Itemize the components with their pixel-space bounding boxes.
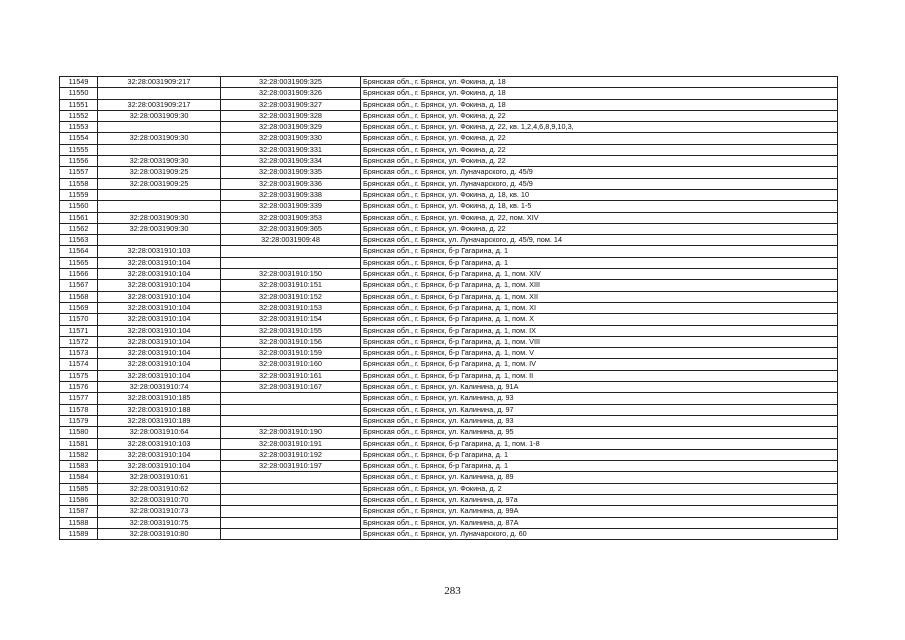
parcel-number-cell: 32:28:0031910:104 <box>98 302 221 313</box>
table-row <box>60 472 838 483</box>
table-row <box>60 110 838 121</box>
row-number-cell: 11561 <box>60 212 98 223</box>
object-number-cell <box>221 393 361 404</box>
row-number-cell: 11574 <box>60 359 98 370</box>
object-number-cell: 32:28:0031909:325 <box>221 77 361 88</box>
table-row <box>60 144 838 155</box>
object-number-cell <box>221 517 361 528</box>
parcel-number-cell <box>98 235 221 246</box>
address-cell: Брянская обл., г. Брянск, б-р Гагарина, д. 1, пом. XIV <box>361 269 838 280</box>
object-number-cell: 32:28:0031909:339 <box>221 201 361 212</box>
address-cell: Брянская обл., г. Брянск, ул. Фокина, д. 18, кв. 1-5 <box>361 201 838 212</box>
row-number-cell: 11556 <box>60 156 98 167</box>
object-number-cell <box>221 472 361 483</box>
row-number-cell: 11578 <box>60 404 98 415</box>
parcel-number-cell: 32:28:0031909:25 <box>98 167 221 178</box>
table-row <box>60 99 838 110</box>
row-number-cell: 11549 <box>60 77 98 88</box>
table-row <box>60 280 838 291</box>
row-number-cell: 11584 <box>60 472 98 483</box>
parcel-number-cell: 32:28:0031910:74 <box>98 382 221 393</box>
address-cell: Брянская обл., г. Брянск, ул. Фокина, д. 22, пом. XIV <box>361 212 838 223</box>
parcel-number-cell: 32:28:0031909:30 <box>98 223 221 234</box>
table-row <box>60 404 838 415</box>
address-cell: Брянская обл., г. Брянск, б-р Гагарина, д. 1 <box>361 449 838 460</box>
object-number-cell: 32:28:0031909:365 <box>221 223 361 234</box>
table-row <box>60 235 838 246</box>
parcel-number-cell: 32:28:0031910:104 <box>98 359 221 370</box>
parcel-number-cell: 32:28:0031910:104 <box>98 325 221 336</box>
parcel-number-cell: 32:28:0031910:104 <box>98 370 221 381</box>
object-number-cell: 32:28:0031910:152 <box>221 291 361 302</box>
table-row <box>60 156 838 167</box>
object-number-cell <box>221 415 361 426</box>
table-row <box>60 506 838 517</box>
parcel-number-cell: 32:28:0031910:62 <box>98 483 221 494</box>
parcel-number-cell: 32:28:0031910:185 <box>98 393 221 404</box>
address-cell: Брянская обл., г. Брянск, ул. Калинина, д. 87А <box>361 517 838 528</box>
parcel-number-cell: 32:28:0031910:104 <box>98 314 221 325</box>
table-row <box>60 461 838 472</box>
parcel-number-cell <box>98 189 221 200</box>
parcel-number-cell <box>98 201 221 212</box>
row-number-cell: 11587 <box>60 506 98 517</box>
table-row <box>60 201 838 212</box>
parcel-number-cell: 32:28:0031910:104 <box>98 348 221 359</box>
parcel-number-cell: 32:28:0031910:104 <box>98 291 221 302</box>
row-number-cell: 11581 <box>60 438 98 449</box>
table-row <box>60 415 838 426</box>
address-cell: Брянская обл., г. Брянск, ул. Фокина, д. 18 <box>361 77 838 88</box>
row-number-cell: 11562 <box>60 223 98 234</box>
table-body <box>60 77 838 540</box>
object-number-cell: 32:28:0031910:191 <box>221 438 361 449</box>
table-row <box>60 393 838 404</box>
address-cell: Брянская обл., г. Брянск, б-р Гагарина, д. 1, пом. 1-8 <box>361 438 838 449</box>
parcel-number-cell: 32:28:0031909:217 <box>98 99 221 110</box>
table-row <box>60 189 838 200</box>
row-number-cell: 11559 <box>60 189 98 200</box>
table-row <box>60 133 838 144</box>
object-number-cell <box>221 483 361 494</box>
row-number-cell: 11551 <box>60 99 98 110</box>
table-row <box>60 212 838 223</box>
address-cell: Брянская обл., г. Брянск, ул. Калинина, д. 91А <box>361 382 838 393</box>
object-number-cell: 32:28:0031910:159 <box>221 348 361 359</box>
row-number-cell: 11575 <box>60 370 98 381</box>
address-cell: Брянская обл., г. Брянск, ул. Фокина, д. 18 <box>361 99 838 110</box>
row-number-cell: 11567 <box>60 280 98 291</box>
parcel-number-cell: 32:28:0031910:75 <box>98 517 221 528</box>
row-number-cell: 11586 <box>60 494 98 505</box>
table-row <box>60 257 838 268</box>
object-number-cell: 32:28:0031909:338 <box>221 189 361 200</box>
address-cell: Брянская обл., г. Брянск, б-р Гагарина, д. 1, пом. II <box>361 370 838 381</box>
parcel-number-cell: 32:28:0031910:70 <box>98 494 221 505</box>
parcel-number-cell: 32:28:0031910:103 <box>98 438 221 449</box>
row-number-cell: 11555 <box>60 144 98 155</box>
parcel-number-cell: 32:28:0031910:189 <box>98 415 221 426</box>
table-row <box>60 291 838 302</box>
row-number-cell: 11563 <box>60 235 98 246</box>
parcel-number-cell: 32:28:0031910:104 <box>98 461 221 472</box>
row-number-cell: 11564 <box>60 246 98 257</box>
address-cell: Брянская обл., г. Брянск, ул. Калинина, д. 97а <box>361 494 838 505</box>
parcel-number-cell: 32:28:0031910:61 <box>98 472 221 483</box>
parcel-number-cell: 32:28:0031910:104 <box>98 257 221 268</box>
parcel-number-cell: 32:28:0031909:30 <box>98 110 221 121</box>
object-number-cell: 32:28:0031910:155 <box>221 325 361 336</box>
object-number-cell <box>221 257 361 268</box>
address-cell: Брянская обл., г. Брянск, ул. Фокина, д. 22 <box>361 156 838 167</box>
row-number-cell: 11573 <box>60 348 98 359</box>
row-number-cell: 11571 <box>60 325 98 336</box>
row-number-cell: 11580 <box>60 427 98 438</box>
table-row <box>60 336 838 347</box>
table-row <box>60 325 838 336</box>
object-number-cell: 32:28:0031910:161 <box>221 370 361 381</box>
parcel-number-cell: 32:28:0031909:25 <box>98 178 221 189</box>
parcel-number-cell: 32:28:0031910:104 <box>98 336 221 347</box>
object-number-cell <box>221 506 361 517</box>
table-row <box>60 359 838 370</box>
row-number-cell: 11565 <box>60 257 98 268</box>
object-number-cell <box>221 528 361 539</box>
table-row <box>60 528 838 539</box>
object-number-cell: 32:28:0031909:328 <box>221 110 361 121</box>
object-number-cell: 32:28:0031909:329 <box>221 122 361 133</box>
row-number-cell: 11560 <box>60 201 98 212</box>
parcel-number-cell: 32:28:0031910:104 <box>98 269 221 280</box>
address-cell: Брянская обл., г. Брянск, б-р Гагарина, д. 1, пом. VIII <box>361 336 838 347</box>
address-cell: Брянская обл., г. Брянск, ул. Фокина, д. 18, кв. 10 <box>361 189 838 200</box>
table-row <box>60 246 838 257</box>
table-row <box>60 494 838 505</box>
table-row <box>60 348 838 359</box>
object-number-cell: 32:28:0031909:335 <box>221 167 361 178</box>
row-number-cell: 11576 <box>60 382 98 393</box>
address-cell: Брянская обл., г. Брянск, ул. Калинина, д. 93 <box>361 393 838 404</box>
object-number-cell: 32:28:0031909:331 <box>221 144 361 155</box>
object-number-cell <box>221 494 361 505</box>
page-number: 283 <box>444 585 461 597</box>
object-number-cell: 32:28:0031909:326 <box>221 88 361 99</box>
parcel-number-cell: 32:28:0031910:80 <box>98 528 221 539</box>
address-cell: Брянская обл., г. Брянск, ул. Калинина, д. 89 <box>361 472 838 483</box>
row-number-cell: 11577 <box>60 393 98 404</box>
address-cell: Брянская обл., г. Брянск, б-р Гагарина, д. 1 <box>361 461 838 472</box>
object-number-cell: 32:28:0031910:160 <box>221 359 361 370</box>
object-number-cell: 32:28:0031909:327 <box>221 99 361 110</box>
parcel-number-cell: 32:28:0031910:104 <box>98 449 221 460</box>
address-cell: Брянская обл., г. Брянск, ул. Калинина, д. 97 <box>361 404 838 415</box>
parcel-number-cell: 32:28:0031910:103 <box>98 246 221 257</box>
table-row <box>60 449 838 460</box>
table-row <box>60 483 838 494</box>
address-cell: Брянская обл., г. Брянск, ул. Фокина, д. 22 <box>361 223 838 234</box>
address-cell: Брянская обл., г. Брянск, ул. Луначарского, д. 45/9 <box>361 167 838 178</box>
object-number-cell: 32:28:0031909:353 <box>221 212 361 223</box>
table-row <box>60 178 838 189</box>
object-number-cell: 32:28:0031910:154 <box>221 314 361 325</box>
table-row <box>60 122 838 133</box>
address-cell: Брянская обл., г. Брянск, б-р Гагарина, д. 1, пом. XII <box>361 291 838 302</box>
parcel-number-cell <box>98 122 221 133</box>
row-number-cell: 11582 <box>60 449 98 460</box>
address-cell: Брянская обл., г. Брянск, б-р Гагарина, д. 1, пом. IX <box>361 325 838 336</box>
table-row <box>60 517 838 528</box>
object-number-cell: 32:28:0031910:190 <box>221 427 361 438</box>
row-number-cell: 11579 <box>60 415 98 426</box>
address-cell: Брянская обл., г. Брянск, ул. Фокина, д. 22 <box>361 133 838 144</box>
address-cell: Брянская обл., г. Брянск, ул. Калинина, д. 99А <box>361 506 838 517</box>
address-cell: Брянская обл., г. Брянск, ул. Луначарского, д. 45/9 <box>361 178 838 189</box>
row-number-cell: 11553 <box>60 122 98 133</box>
object-number-cell: 32:28:0031909:48 <box>221 235 361 246</box>
row-number-cell: 11568 <box>60 291 98 302</box>
table-row <box>60 302 838 313</box>
table-row <box>60 370 838 381</box>
address-cell: Брянская обл., г. Брянск, б-р Гагарина, д. 1, пом. X <box>361 314 838 325</box>
table-row <box>60 314 838 325</box>
cadastral-register-table <box>59 76 838 540</box>
address-cell: Брянская обл., г. Брянск, б-р Гагарина, д. 1 <box>361 246 838 257</box>
table-row <box>60 269 838 280</box>
address-cell: Брянская обл., г. Брянск, ул. Калинина, д. 95 <box>361 427 838 438</box>
object-number-cell: 32:28:0031909:330 <box>221 133 361 144</box>
parcel-number-cell: 32:28:0031909:30 <box>98 133 221 144</box>
parcel-number-cell: 32:28:0031910:73 <box>98 506 221 517</box>
row-number-cell: 11585 <box>60 483 98 494</box>
table-row <box>60 382 838 393</box>
object-number-cell: 32:28:0031909:334 <box>221 156 361 167</box>
row-number-cell: 11583 <box>60 461 98 472</box>
parcel-number-cell: 32:28:0031909:217 <box>98 77 221 88</box>
address-cell: Брянская обл., г. Брянск, ул. Фокина, д. 22 <box>361 110 838 121</box>
row-number-cell: 11558 <box>60 178 98 189</box>
parcel-number-cell: 32:28:0031910:64 <box>98 427 221 438</box>
parcel-number-cell: 32:28:0031910:104 <box>98 280 221 291</box>
object-number-cell: 32:28:0031910:156 <box>221 336 361 347</box>
row-number-cell: 11552 <box>60 110 98 121</box>
address-cell: Брянская обл., г. Брянск, ул. Фокина, д. 22, кв. 1,2,4,6,8,9,10,3, <box>361 122 838 133</box>
table-row <box>60 223 838 234</box>
address-cell: Брянская обл., г. Брянск, ул. Фокина, д. 18 <box>361 88 838 99</box>
object-number-cell <box>221 246 361 257</box>
row-number-cell: 11569 <box>60 302 98 313</box>
address-cell: Брянская обл., г. Брянск, б-р Гагарина, д. 1, пом. XI <box>361 302 838 313</box>
table-row <box>60 167 838 178</box>
row-number-cell: 11550 <box>60 88 98 99</box>
table-row <box>60 438 838 449</box>
row-number-cell: 11554 <box>60 133 98 144</box>
object-number-cell: 32:28:0031910:167 <box>221 382 361 393</box>
address-cell: Брянская обл., г. Брянск, ул. Луначарского, д. 45/9, пом. 14 <box>361 235 838 246</box>
object-number-cell: 32:28:0031909:336 <box>221 178 361 189</box>
row-number-cell: 11572 <box>60 336 98 347</box>
parcel-number-cell: 32:28:0031909:30 <box>98 156 221 167</box>
address-cell: Брянская обл., г. Брянск, ул. Фокина, д. 22 <box>361 144 838 155</box>
object-number-cell: 32:28:0031910:192 <box>221 449 361 460</box>
object-number-cell <box>221 404 361 415</box>
row-number-cell: 11566 <box>60 269 98 280</box>
table-row <box>60 427 838 438</box>
parcel-number-cell: 32:28:0031910:188 <box>98 404 221 415</box>
address-cell: Брянская обл., г. Брянск, б-р Гагарина, д. 1, пом. V <box>361 348 838 359</box>
table-row <box>60 77 838 88</box>
address-cell: Брянская обл., г. Брянск, ул. Фокина, д. 2 <box>361 483 838 494</box>
object-number-cell: 32:28:0031910:197 <box>221 461 361 472</box>
row-number-cell: 11588 <box>60 517 98 528</box>
address-cell: Брянская обл., г. Брянск, ул. Калинина, д. 93 <box>361 415 838 426</box>
object-number-cell: 32:28:0031910:153 <box>221 302 361 313</box>
table-row <box>60 88 838 99</box>
object-number-cell: 32:28:0031910:151 <box>221 280 361 291</box>
row-number-cell: 11570 <box>60 314 98 325</box>
parcel-number-cell: 32:28:0031909:30 <box>98 212 221 223</box>
address-cell: Брянская обл., г. Брянск, б-р Гагарина, д. 1, пом. XIII <box>361 280 838 291</box>
row-number-cell: 11557 <box>60 167 98 178</box>
parcel-number-cell <box>98 144 221 155</box>
object-number-cell: 32:28:0031910:150 <box>221 269 361 280</box>
address-cell: Брянская обл., г. Брянск, б-р Гагарина, д. 1 <box>361 257 838 268</box>
row-number-cell: 11589 <box>60 528 98 539</box>
address-cell: Брянская обл., г. Брянск, ул. Луначарского, д. 60 <box>361 528 838 539</box>
address-cell: Брянская обл., г. Брянск, б-р Гагарина, д. 1, пом. IV <box>361 359 838 370</box>
parcel-number-cell <box>98 88 221 99</box>
